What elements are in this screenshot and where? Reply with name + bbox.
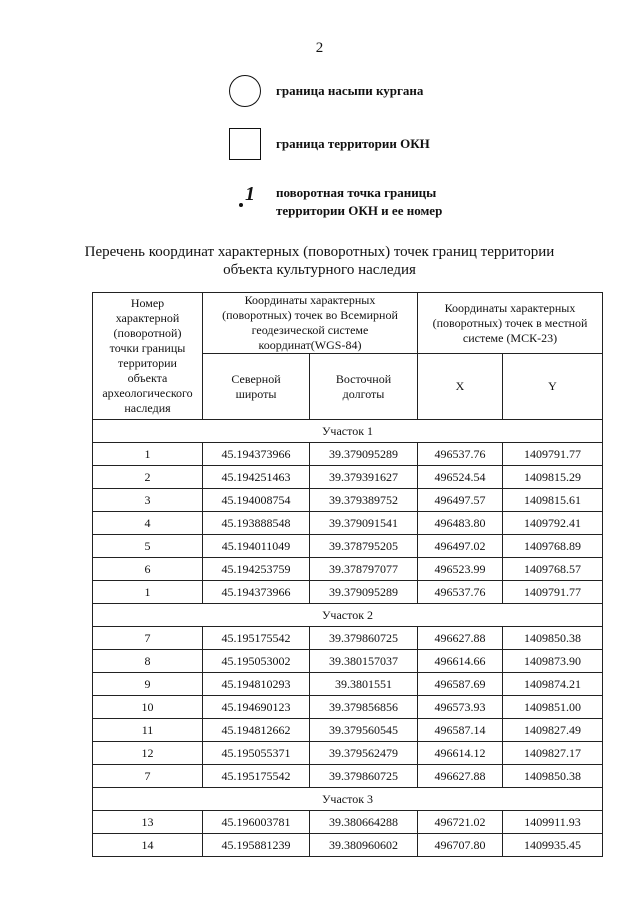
cell-longitude: 39.378795205 xyxy=(310,535,418,558)
cell-latitude: 45.194251463 xyxy=(203,466,310,489)
section-title: Участок 3 xyxy=(93,788,603,811)
table-row xyxy=(93,558,603,581)
cell-latitude: 45.195175542 xyxy=(203,627,310,650)
cell-x: 496587.14 xyxy=(418,719,503,742)
cell-point-number: 8 xyxy=(93,650,203,673)
cell-y: 1409791.77 xyxy=(503,581,603,604)
point-icon xyxy=(229,183,261,221)
cell-latitude: 45.194373966 xyxy=(203,581,310,604)
cell-point-number: 1 xyxy=(93,443,203,466)
cell-longitude: 39.379095289 xyxy=(310,581,418,604)
cell-longitude: 39.379562479 xyxy=(310,742,418,765)
cell-x: 496707.80 xyxy=(418,834,503,857)
cell-longitude: 39.380960602 xyxy=(310,834,418,857)
cell-longitude: 39.378797077 xyxy=(310,558,418,581)
cell-longitude: 39.380157037 xyxy=(310,650,418,673)
cell-point-number: 11 xyxy=(93,719,203,742)
cell-longitude: 39.379560545 xyxy=(310,719,418,742)
table-row xyxy=(93,696,603,719)
cell-y: 1409792.41 xyxy=(503,512,603,535)
cell-latitude: 45.194690123 xyxy=(203,696,310,719)
cell-x: 496497.57 xyxy=(418,489,503,512)
table-row xyxy=(93,765,603,788)
cell-y: 1409827.17 xyxy=(503,742,603,765)
cell-point-number: 1 xyxy=(93,581,203,604)
table-row xyxy=(93,443,603,466)
cell-y: 1409768.89 xyxy=(503,535,603,558)
legend-label: граница территории ОКН xyxy=(276,136,430,151)
cell-longitude: 39.379095289 xyxy=(310,443,418,466)
table-row xyxy=(93,581,603,604)
cell-longitude: 39.379391627 xyxy=(310,466,418,489)
cell-y: 1409791.77 xyxy=(503,443,603,466)
cell-point-number: 12 xyxy=(93,742,203,765)
cell-latitude: 45.194812662 xyxy=(203,719,310,742)
cell-latitude: 45.194373966 xyxy=(203,443,310,466)
header-y: Y xyxy=(503,354,603,420)
cell-point-number: 13 xyxy=(93,811,203,834)
table-row xyxy=(93,650,603,673)
cell-x: 496537.76 xyxy=(418,581,503,604)
cell-y: 1409850.38 xyxy=(503,765,603,788)
cell-x: 496614.66 xyxy=(418,650,503,673)
cell-x: 496627.88 xyxy=(418,765,503,788)
legend-label: граница насыпи кургана xyxy=(276,83,424,98)
table-row xyxy=(93,834,603,857)
cell-longitude: 39.379091541 xyxy=(310,512,418,535)
table-row xyxy=(93,535,603,558)
cell-point-number: 4 xyxy=(93,512,203,535)
table-row xyxy=(93,627,603,650)
table-row xyxy=(93,742,603,765)
page-number: 2 xyxy=(315,40,324,56)
point-dot xyxy=(239,203,243,207)
cell-point-number: 7 xyxy=(93,765,203,788)
circle-icon xyxy=(229,75,261,107)
legend-label-line: поворотная точка границы xyxy=(276,185,437,200)
cell-latitude: 45.194810293 xyxy=(203,673,310,696)
legend-label-line: территории ОКН и ее номер xyxy=(276,203,443,218)
section-row xyxy=(93,420,603,443)
cell-x: 496721.02 xyxy=(418,811,503,834)
cell-latitude: 45.194008754 xyxy=(203,489,310,512)
cell-x: 496627.88 xyxy=(418,627,503,650)
cell-x: 496523.99 xyxy=(418,558,503,581)
cell-longitude: 39.379860725 xyxy=(310,765,418,788)
cell-x: 496537.76 xyxy=(418,443,503,466)
cell-y: 1409815.61 xyxy=(503,489,603,512)
cell-x: 496497.02 xyxy=(418,535,503,558)
cell-point-number: 10 xyxy=(93,696,203,719)
cell-y: 1409911.93 xyxy=(503,811,603,834)
cell-latitude: 45.195881239 xyxy=(203,834,310,857)
table-row xyxy=(93,719,603,742)
heading-line: Перечень координат характерных (поворотных) точек границ территории xyxy=(84,244,555,260)
cell-latitude: 45.195175542 xyxy=(203,765,310,788)
table-row xyxy=(93,466,603,489)
cell-longitude: 39.380664288 xyxy=(310,811,418,834)
cell-y: 1409850.38 xyxy=(503,627,603,650)
cell-latitude: 45.193888548 xyxy=(203,512,310,535)
header-msk23: Координаты характерных (поворотных) точек в местной системе (МСК-23) xyxy=(418,293,603,354)
header-x: X xyxy=(418,354,503,420)
legend-item-mound-boundary xyxy=(229,75,423,107)
cell-latitude: 45.194011049 xyxy=(203,535,310,558)
cell-x: 496614.12 xyxy=(418,742,503,765)
cell-point-number: 6 xyxy=(93,558,203,581)
cell-y: 1409874.21 xyxy=(503,673,603,696)
cell-y: 1409935.45 xyxy=(503,834,603,857)
cell-x: 496587.69 xyxy=(418,673,503,696)
section-row xyxy=(93,788,603,811)
cell-x: 496573.93 xyxy=(418,696,503,719)
cell-latitude: 45.195055371 xyxy=(203,742,310,765)
cell-latitude: 45.195053002 xyxy=(203,650,310,673)
legend-item-territory-boundary xyxy=(229,128,430,160)
header-longitude: Восточной долготы xyxy=(310,354,418,420)
point-number: 1 xyxy=(245,183,255,205)
header-wgs84: Координаты характерных (поворотных) точек во Всемирной геодезической системе координат(WGS-84) xyxy=(203,293,418,354)
cell-longitude: 39.379856856 xyxy=(310,696,418,719)
section-row xyxy=(93,604,603,627)
table-row xyxy=(93,512,603,535)
cell-y: 1409827.49 xyxy=(503,719,603,742)
cell-x: 496483.80 xyxy=(418,512,503,535)
cell-point-number: 5 xyxy=(93,535,203,558)
coordinates-table xyxy=(92,292,603,857)
cell-point-number: 14 xyxy=(93,834,203,857)
cell-point-number: 9 xyxy=(93,673,203,696)
cell-y: 1409851.00 xyxy=(503,696,603,719)
table-row xyxy=(93,673,603,696)
cell-latitude: 45.196003781 xyxy=(203,811,310,834)
table-row xyxy=(93,811,603,834)
cell-y: 1409768.57 xyxy=(503,558,603,581)
cell-longitude: 39.379389752 xyxy=(310,489,418,512)
table-row xyxy=(93,489,603,512)
heading-line: объекта культурного наследия xyxy=(223,262,416,278)
table-heading xyxy=(0,243,639,279)
section-title: Участок 1 xyxy=(93,420,603,443)
section-title: Участок 2 xyxy=(93,604,603,627)
cell-x: 496524.54 xyxy=(418,466,503,489)
legend-item-turning-point xyxy=(229,183,442,221)
cell-point-number: 2 xyxy=(93,466,203,489)
cell-point-number: 7 xyxy=(93,627,203,650)
cell-y: 1409873.90 xyxy=(503,650,603,673)
cell-latitude: 45.194253759 xyxy=(203,558,310,581)
cell-longitude: 39.3801551 xyxy=(310,673,418,696)
cell-longitude: 39.379860725 xyxy=(310,627,418,650)
legend-label xyxy=(276,184,442,220)
cell-point-number: 3 xyxy=(93,489,203,512)
header-latitude: Северной широты xyxy=(203,354,310,420)
header-point-number: Номер характерной (поворотной) точки границы территории объекта археологического наследия xyxy=(93,293,203,420)
square-icon xyxy=(229,128,261,160)
cell-y: 1409815.29 xyxy=(503,466,603,489)
